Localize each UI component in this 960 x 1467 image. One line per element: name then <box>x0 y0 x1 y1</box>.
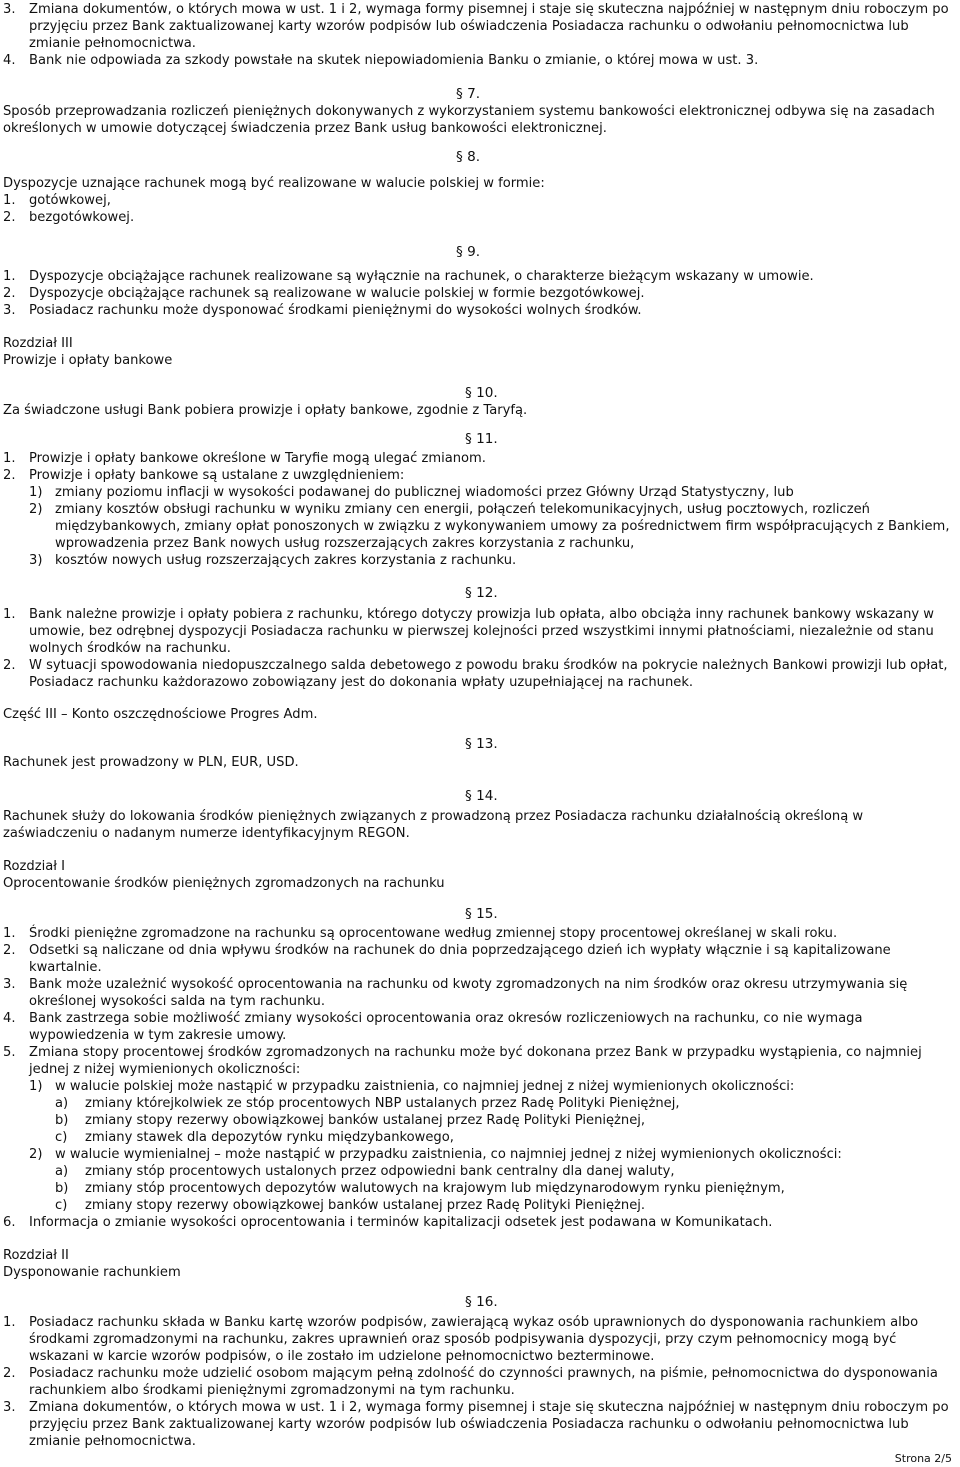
item-text: Bank może uzależnić wysokość oprocentowania na rachunku od kwoty zgromadzonych na nim środków oraz okresu utrzymywania się określonej wysokości salda na tym rachunku. <box>29 977 908 1009</box>
item-text: W sytuacji spowodowania niedopuszczalnego salda debetowego z powodu braku środków na pokrycie należnych Bankowi prowizji lub opłat, Posiadacz rachunku każdorazowo zobowiązany jest do dokonania wpłaty uzupełniającej na rachunek. <box>29 658 948 690</box>
paragraph: Rachunek jest prowadzony w PLN, EUR, USD. <box>3 755 299 770</box>
item-text: Bank nie odpowiada za szkody powstałe na skutek niepowiadomienia Banku o zmianie, o której mowa w ust. 3. <box>29 53 759 68</box>
item-text: Odsetki są naliczane od dnia wpływu środków na rachunek do dnia poprzedzającego dzień ich wypłaty włącznie i są kapitalizowane kwartalnie. <box>29 943 891 975</box>
item-text: Prowizje i opłaty bankowe określone w Taryfie mogą ulegać zmianom. <box>29 451 486 466</box>
item-text: Zmiana stopy procentowej środków zgromadzonych na rachunku może być dokonana przez Bank w przypadku wystąpienia, co najmniej jednej z niżej wymienionych okoliczności: <box>29 1045 922 1077</box>
item-text: Bank należne prowizje i opłaty pobiera z rachunku, którego dotyczy prowizja lub opłata, albo obciąża inny rachunek bankowy wskazany w umowie, bez odrębnej dyspozycji Posiadacza rachunku w pierwszej kolejności przed wszystkimi innymi płatnościami, niezależnie od stanu wolnych środków na rachunku. <box>29 607 935 656</box>
item-text: Posiadacz rachunku może dysponować środkami pieniężnymi do wysokości wolnych środków. <box>29 303 642 318</box>
chapter-title: Prowizje i opłaty bankowe <box>3 353 173 368</box>
item-number: 1. <box>3 1315 16 1330</box>
part-title: Część III – Konto oszczędnościowe Progres Adm. <box>3 707 318 722</box>
section-mark: § 9. <box>456 244 481 260</box>
item-number: a) <box>55 1096 69 1111</box>
section-mark: § 15. <box>465 906 498 922</box>
paragraph: Sposób przeprowadzania rozliczeń pieniężnych dokonywanych z wykorzystaniem systemu bankowości elektronicznej odbywa się na zasadach określonych w umowie dotyczącej świadczenia przez Bank usług bankowości elektronicznej. <box>3 104 935 136</box>
item-text: Dyspozycje obciążające rachunek są realizowane w walucie polskiej w formie bezgotówkowej. <box>29 286 645 301</box>
item-number: 3. <box>3 1400 16 1415</box>
item-number: 2. <box>3 210 16 225</box>
list-item <box>3 1214 955 1231</box>
item-number: 2. <box>3 286 16 301</box>
item-number: 6. <box>3 1215 16 1230</box>
item-text: Zmiana dokumentów, o których mowa w ust. 1 i 2, wymaga formy pisemnej i staje się skuteczna najpóźniej w następnym dniu roboczym po przyjęciu przez Bank zaktualizowanej karty wzorów podpisów lub oświadczenia Posiadacza rachunku o odwołaniu pełnomocnictwa lub zmianie pełnomocnictwa. <box>29 1400 949 1449</box>
list-item <box>3 1 955 52</box>
item-number: 1) <box>29 485 43 500</box>
chapter-title: Oprocentowanie środków pieniężnych zgromadzonych na rachunku <box>3 876 445 891</box>
section-mark: § 16. <box>465 1294 498 1310</box>
section-mark: § 14. <box>465 788 498 804</box>
chapter-title: Dysponowanie rachunkiem <box>3 1265 181 1280</box>
item-text: zmiany poziomu inflacji w wysokości podawanej do publicznej wiadomości przez Główny Urząd Statystyczny, lub <box>55 485 794 500</box>
sub-item <box>3 1146 955 1163</box>
item-text: Prowizje i opłaty bankowe są ustalane z uwzględnieniem: <box>29 468 405 483</box>
item-number: 1. <box>3 451 16 466</box>
item-number: 1. <box>3 193 16 208</box>
list-item <box>3 606 955 657</box>
item-text: Środki pieniężne zgromadzone na rachunku są oprocentowane według zmiennej stopy procentowej określanej w skali roku. <box>29 926 838 941</box>
section-mark: § 13. <box>465 736 498 752</box>
sub-item <box>3 484 955 501</box>
item-text: zmiany kosztów obsługi rachunku w wyniku zmiany cen energii, połączeń telekomunikacyjnych, usług pocztowych, rozliczeń międzybankowych, zmiany opłat ponoszonych w związku z wykonywaniem umowy za pośrednictwem firm współpracujących z Bankiem, wprowadzenia przez Bank nowych usług rozszerzających zakres korzystania z rachunku, <box>55 502 950 551</box>
paragraph: Rachunek służy do lokowania środków pieniężnych związanych z prowadzoną przez Posiadacza rachunku działalnością określoną w zaświadczeniu o nadanym numerze identyfikacyjnym REGON. <box>3 809 864 841</box>
item-number: 1. <box>3 607 16 622</box>
item-number: c) <box>55 1198 68 1213</box>
item-number: c) <box>55 1130 68 1145</box>
list-item <box>3 976 955 1010</box>
item-text: Posiadacz rachunku może udzielić osobom mającym pełną zdolność do czynności prawnych, na piśmie, pełnomocnictwa do dysponowania rachunkiem albo środkami pieniężnymi zgromadzonymi na tym rachunku. <box>29 1366 938 1398</box>
item-number: 2. <box>3 658 16 673</box>
list-item <box>3 657 955 691</box>
item-number: 4. <box>3 53 16 68</box>
item-number: 2) <box>29 1147 43 1162</box>
list-item <box>3 1314 955 1365</box>
item-number: 3. <box>3 977 16 992</box>
section-mark: § 10. <box>465 385 498 401</box>
sub-sub-item <box>3 1197 955 1214</box>
item-text: Bank zastrzega sobie możliwość zmiany wysokości oprocentowania oraz okresów rozliczeniowych na rachunku, co nie wymaga wypowiedzenia w tym zakresie umowy. <box>29 1011 863 1043</box>
sub-sub-item <box>3 1112 955 1129</box>
document-page <box>3 0 955 1450</box>
item-number: 1) <box>29 1079 43 1094</box>
section-mark: § 12. <box>465 585 498 601</box>
sub-sub-item <box>3 1163 955 1180</box>
item-text: zmiany stóp procentowych depozytów walutowych na krajowym lub międzynarodowym rynku pieniężnym, <box>85 1181 785 1196</box>
item-number: 2. <box>3 943 16 958</box>
sub-sub-item <box>3 1180 955 1197</box>
list-item <box>3 467 955 484</box>
section-mark: § 7. <box>456 86 481 102</box>
item-text: w walucie polskiej może nastąpić w przypadku zaistnienia, co najmniej jednej z niżej wymienionych okoliczności: <box>55 1079 795 1094</box>
item-number: b) <box>55 1181 69 1196</box>
item-text: Zmiana dokumentów, o których mowa w ust. 1 i 2, wymaga formy pisemnej i staje się skuteczna najpóźniej w następnym dniu roboczym po przyjęciu przez Bank zaktualizowanej karty wzorów podpisów lub oświadczenia Posiadacza rachunku o odwołaniu pełnomocnictwa lub zmianie pełnomocnictwa. <box>29 2 949 51</box>
item-text: Dyspozycje obciążające rachunek realizowane są wyłącznie na rachunek, o charakterze bieżącym wskazany w umowie. <box>29 269 814 284</box>
list-item <box>3 285 955 302</box>
list-item <box>3 942 955 976</box>
item-number: b) <box>55 1113 69 1128</box>
item-number: 2. <box>3 1366 16 1381</box>
list-item <box>3 268 955 285</box>
item-text: bezgotówkowej. <box>29 210 135 225</box>
sub-item <box>3 552 955 569</box>
chapter-label: Rozdział III <box>3 336 73 351</box>
item-text: zmiany stawek dla depozytów rynku międzybankowego, <box>85 1130 454 1145</box>
list-item <box>3 209 955 226</box>
item-number: 3) <box>29 553 43 568</box>
item-number: 2. <box>3 468 16 483</box>
chapter-label: Rozdział I <box>3 859 65 874</box>
item-text: Posiadacz rachunku składa w Banku kartę wzorów podpisów, zawierającą wykaz osób uprawnionych do dysponowania rachunkiem albo środkami zgromadzonymi na rachunku, zakres uprawnień oraz sposób podpisywania dyspozycji, przy czym pełnomocnicy mogą być wskazani w karcie wzorów podpisów, o ile zostało im udzielone pełnomocnictwo bezterminowe. <box>29 1315 919 1364</box>
list-item <box>3 1399 955 1450</box>
list-item <box>3 192 955 209</box>
item-text: kosztów nowych usług rozszerzających zakres korzystania z rachunku. <box>55 553 517 568</box>
list-item <box>3 925 955 942</box>
sub-item <box>3 1078 955 1095</box>
item-text: gotówkowej, <box>29 193 111 208</box>
item-text: zmiany którejkolwiek ze stóp procentowych NBP ustalanych przez Radę Polityki Pieniężnej, <box>85 1096 680 1111</box>
item-text: Informacja o zmianie wysokości oprocentowania i terminów kapitalizacji odsetek jest podawana w Komunikatach. <box>29 1215 773 1230</box>
item-text: zmiany stopy rezerwy obowiązkowej banków ustalanej przez Radę Polityki Pieniężnej, <box>85 1113 646 1128</box>
list-item <box>3 1010 955 1044</box>
item-number: 5. <box>3 1045 16 1060</box>
item-number: 3. <box>3 2 16 17</box>
item-number: 4. <box>3 1011 16 1026</box>
item-text: zmiany stopy rezerwy obowiązkowej banków ustalanej przez Radę Polityki Pieniężnej. <box>85 1198 646 1213</box>
list-item <box>3 1365 955 1399</box>
item-text: w walucie wymienialnej – może nastąpić w przypadku zaistnienia, co najmniej jednej z niżej wymienionych okoliczności: <box>55 1147 842 1162</box>
item-number: 2) <box>29 502 43 517</box>
item-number: 1. <box>3 926 16 941</box>
section-mark: § 8. <box>456 149 481 165</box>
page-number: Strona 2/5 <box>894 1452 952 1465</box>
paragraph: Dyspozycje uznające rachunek mogą być realizowane w walucie polskiej w formie: <box>3 176 545 191</box>
chapter-label: Rozdział II <box>3 1248 69 1263</box>
list-item <box>3 450 955 467</box>
sub-sub-item <box>3 1095 955 1112</box>
item-number: 1. <box>3 269 16 284</box>
item-number: 3. <box>3 303 16 318</box>
list-item <box>3 1044 955 1078</box>
item-text: zmiany stóp procentowych ustalonych przez odpowiedni bank centralny dla danej waluty, <box>85 1164 675 1179</box>
list-item <box>3 302 955 319</box>
section-mark: § 11. <box>465 431 498 447</box>
paragraph: Za świadczone usługi Bank pobiera prowizje i opłaty bankowe, zgodnie z Taryfą. <box>3 403 528 418</box>
list-item <box>3 52 955 69</box>
item-number: a) <box>55 1164 69 1179</box>
sub-sub-item <box>3 1129 955 1146</box>
sub-item <box>3 501 955 552</box>
